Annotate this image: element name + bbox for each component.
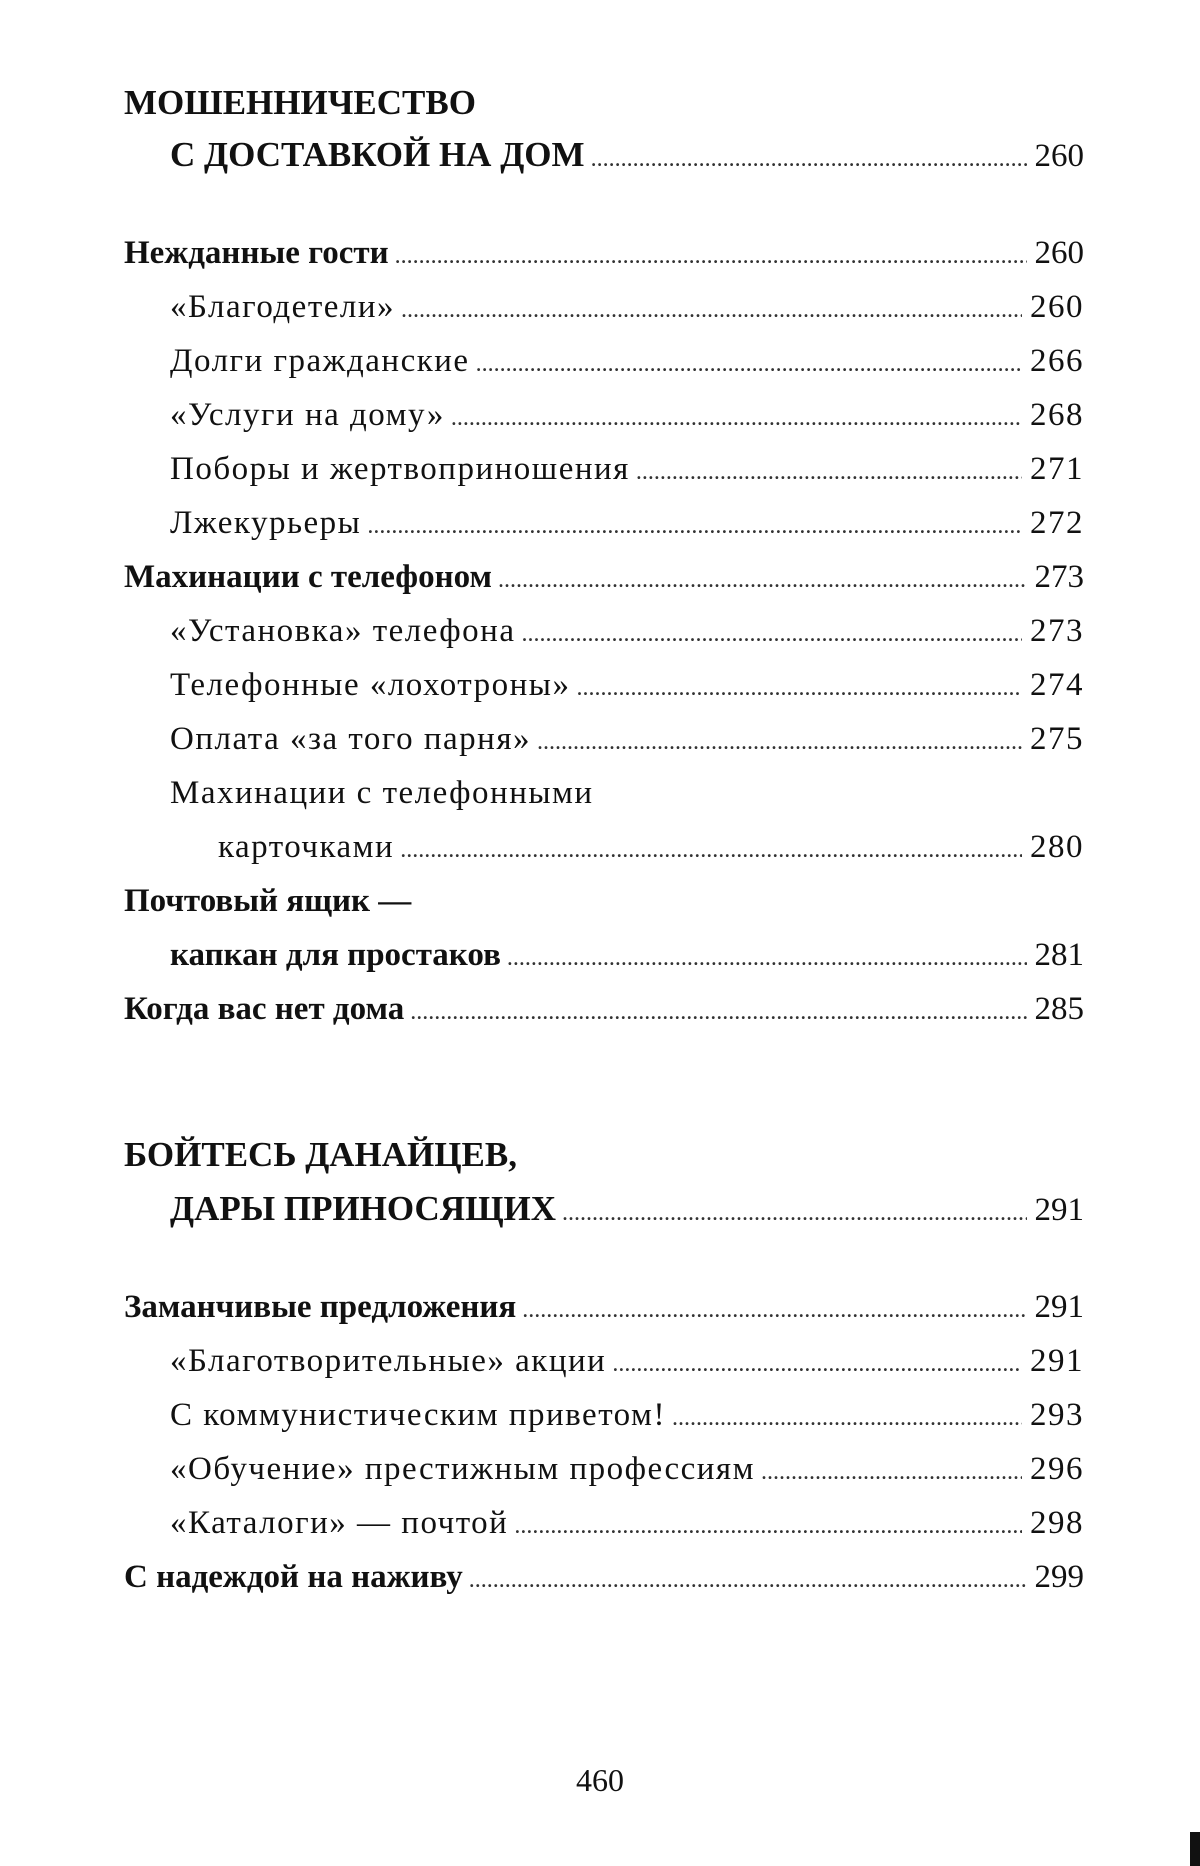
entry-text: Телефонные «лохотроны» [170,662,576,708]
dot-leader [469,1557,1027,1603]
page-ref: 281 [1027,932,1085,978]
toc-entry[interactable] [170,392,1084,438]
page-ref: 291 [1027,1187,1085,1233]
section-2-title-line1 [124,1132,1084,1178]
toc-entry[interactable] [170,716,1084,762]
toc-entry[interactable] [170,1500,1084,1546]
toc-entry[interactable] [124,986,1084,1032]
page-ref: 299 [1027,1554,1085,1600]
entry-text: Заманчивые предложения [124,1284,522,1330]
dot-leader [672,1395,1022,1441]
toc-entry[interactable] [170,1392,1084,1438]
page-ref: 275 [1022,716,1084,762]
scan-edge-mark [1190,1832,1200,1866]
page-ref: 271 [1022,446,1084,492]
entry-text: С надеждой на наживу [124,1554,469,1600]
toc-entry[interactable] [124,230,1084,276]
page-number: 460 [0,1760,1200,1800]
toc-entry[interactable] [170,338,1084,384]
section-1-title-line2[interactable] [170,132,1084,178]
toc-entry[interactable] [170,1338,1084,1384]
dot-leader [367,503,1022,549]
entry-text: Долги гражданские [170,338,476,384]
section-title-text: МОШЕННИЧЕСТВО [124,80,482,126]
toc-entry-line2[interactable] [218,824,1084,870]
page-ref: 285 [1027,986,1085,1032]
entry-text: «Благотворительные» акции [170,1338,612,1384]
dot-leader [612,1341,1022,1387]
entry-text: «Благодетели» [170,284,401,330]
entry-text: Оплата «за того парня» [170,716,537,762]
dot-leader [507,935,1027,981]
toc-entry[interactable] [170,1446,1084,1492]
dot-leader [401,287,1022,333]
dot-leader [514,1503,1022,1549]
entry-text: карточками [218,824,400,870]
section-1-title-line1 [124,80,1084,126]
toc-page [0,0,1200,1866]
toc-entry[interactable] [170,608,1084,654]
dot-leader [636,449,1022,495]
page-ref: 266 [1022,338,1084,384]
dot-leader [537,719,1022,765]
toc-entry[interactable] [170,284,1084,330]
page-ref: 260 [1027,133,1085,179]
page-ref: 293 [1022,1392,1084,1438]
page-ref: 273 [1022,608,1084,654]
toc-entry[interactable] [170,446,1084,492]
dot-leader [451,395,1022,441]
dot-leader [498,557,1027,603]
section-title-text: С ДОСТАВКОЙ НА ДОМ [170,132,591,178]
page-ref: 291 [1022,1338,1084,1384]
entry-text: С коммунистическим приветом! [170,1392,672,1438]
entry-text: Когда вас нет дома [124,986,410,1032]
dot-leader [522,1287,1026,1333]
toc-entry-line2[interactable] [170,932,1084,978]
entry-text: Нежданные гости [124,230,395,276]
entry-text: Почтовый ящик — [124,878,417,924]
toc-entry-line1[interactable] [170,770,1084,816]
entry-text: Лжекурьеры [170,500,367,546]
entry-text: «Каталоги» — почтой [170,1500,514,1546]
entry-text: «Установка» телефона [170,608,521,654]
page-ref: 260 [1022,284,1084,330]
section-title-text: ДАРЫ ПРИНОСЯЩИХ [170,1186,562,1232]
toc-entry[interactable] [170,500,1084,546]
dot-leader [395,233,1027,279]
page-ref: 273 [1027,554,1085,600]
dot-leader [562,1190,1026,1236]
page-ref: 268 [1022,392,1084,438]
dot-leader [476,341,1022,387]
dot-leader [761,1449,1022,1495]
page-ref: 274 [1022,662,1084,708]
dot-leader [521,611,1022,657]
toc-entry[interactable] [124,554,1084,600]
section-title-text: БОЙТЕСЬ ДАНАЙЦЕВ, [124,1132,523,1178]
section-2-title-line2[interactable] [170,1186,1084,1232]
toc-entry-line1[interactable] [124,878,1084,924]
entry-text: Поборы и жертвоприношения [170,446,636,492]
page-ref: 272 [1022,500,1084,546]
entry-text: «Обучение» престижным профессиям [170,1446,761,1492]
entry-text: капкан для простаков [170,932,507,978]
dot-leader [576,665,1022,711]
dot-leader [400,827,1022,873]
toc-entry[interactable] [124,1284,1084,1330]
page-ref: 296 [1022,1446,1084,1492]
page-ref: 280 [1022,824,1084,870]
page-ref: 260 [1027,230,1085,276]
entry-text: Махинации с телефонными [170,770,600,816]
page-ref: 291 [1027,1284,1085,1330]
dot-leader [591,136,1027,182]
page-ref: 298 [1022,1500,1084,1546]
toc-entry[interactable] [170,662,1084,708]
entry-text: «Услуги на дому» [170,392,451,438]
entry-text: Махинации с телефоном [124,554,498,600]
toc-entry[interactable] [124,1554,1084,1600]
dot-leader [410,989,1026,1035]
